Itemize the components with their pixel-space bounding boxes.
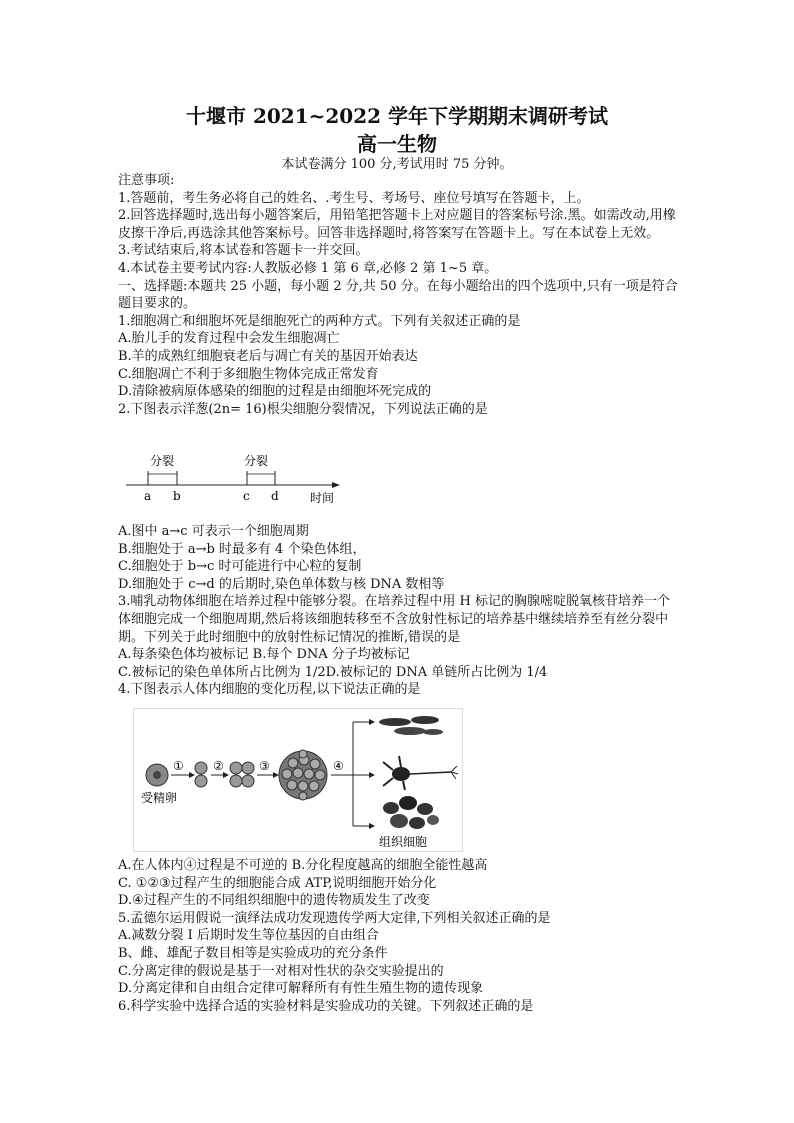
option: D.④过程产生的不同组织细胞中的遗传物质发生了改变: [118, 893, 430, 909]
question-stem: 4.下图表示人体内细胞的变化历程,以下说法正确的是: [118, 682, 421, 698]
step-2-label: ②: [213, 759, 224, 773]
two-cell-icon: [195, 775, 207, 787]
cell-cycle-timeline: [120, 450, 350, 510]
cell-cluster-icon: [279, 750, 327, 800]
step-4-label: ④: [333, 759, 344, 773]
division-label-1: 分裂: [150, 454, 175, 468]
option: B.羊的成熟红细胞衰老后与凋亡有关的基因开始表达: [118, 348, 418, 364]
step-3-label: ③: [259, 759, 270, 773]
option: D.清除被病原体感染的细胞的过程是由细胞坏死完成的: [118, 384, 432, 400]
point-label-b: b: [173, 489, 181, 503]
option: A.减数分裂 I 后期时发生等位基因的自由组合: [118, 928, 379, 944]
point-label-c: c: [243, 489, 250, 503]
four-cell-icon: [230, 775, 242, 787]
notes-heading: 注意事项:: [118, 173, 175, 188]
two-cell-icon: [195, 762, 207, 774]
option: A.图中 a→c 可表示一个细胞周期: [118, 524, 309, 539]
zygote-label: 受精卵: [141, 791, 178, 805]
notes-section: [118, 172, 678, 418]
step-1-label: ①: [173, 759, 184, 773]
tissue-cell-label: 组织细胞: [379, 835, 428, 849]
note-item: 4.本试卷主要考试内容:人教版必修 1 第 6 章,必修 2 第 1~5 章。: [118, 260, 498, 276]
option: C. ①②③过程产生的细胞能合成 ATP,说明细胞开始分化: [118, 875, 437, 891]
zygote-nucleus: [153, 771, 161, 779]
option: D.分离定律和自由组合定律可解释所有有性生殖生物的遗传现象: [118, 981, 484, 997]
option: C.细胞凋亡不利于多细胞生物体完成正常发育: [118, 366, 379, 382]
question-stem: 5.孟德尔运用假说一演绎法成功发现遗传学两大定律,下列相关叙述正确的是: [118, 910, 551, 926]
question-stem: 3.哺乳动物体细胞在培养过程中能够分裂。在培养过程中用 H 标记的胸腺嘧啶脱氧核苷培养一个体细胞完成一个细胞周期,然后将该细胞转移至不含放射性标记的培养基中继续培养至有丝分裂中期。下列关于此时细胞中的放射性标记情况的推断,错误的是: [118, 594, 671, 645]
exam-meta: 本试卷满分 100 分,考试用时 75 分钟。: [281, 157, 513, 172]
question-stem: 1.细胞凋亡和细胞坏死是细胞死亡的两种方式。下列有关叙述正确的是: [118, 313, 521, 329]
note-item: 1.答题前，考生务必将自己的姓名、.考生号、考场号、座位号填写在答题卡，上。: [118, 190, 590, 206]
four-cell-icon: [230, 762, 242, 774]
cell-differentiation-diagram: [133, 708, 463, 852]
option: A.胎儿手的发育过程中会发生细胞凋亡: [118, 331, 340, 347]
note-item: 3.考试结束后,将本试卷和答题卡一并交回。: [118, 243, 369, 259]
axis-label-time: 时间: [310, 491, 335, 505]
four-cell-icon: [242, 762, 254, 774]
question-stem: 2.下图表示洋葱(2n= 16)根尖细胞分裂情况，下列说法正确的是: [118, 401, 488, 417]
point-label-d: d: [271, 489, 279, 503]
exam-title: 十堰市 2021~2022 学年下学期期末调研考试: [185, 104, 608, 128]
option: B、雌、雄配子数目相等是实验成功的充分条件: [118, 945, 388, 961]
option: C.被标记的染色单体所占比例为 1/2D.被标记的 DNA 单链所占比例为 1/4: [118, 664, 548, 680]
q2-q4-section: [118, 523, 678, 699]
division-label-2: 分裂: [244, 454, 269, 468]
q4-q6-section: [118, 857, 678, 1015]
axis-arrow-icon: [332, 482, 340, 488]
four-cell-icon: [242, 775, 254, 787]
question-stem: 6.科学实验中选择合适的实验材料是实验成功的关键。下列叙述正确的是: [118, 998, 534, 1014]
option: B.细胞处于 a→b 时最多有 4 个染色体组，: [118, 541, 366, 557]
exam-subtitle: 高一生物: [357, 132, 437, 156]
option: C.分离定律的假说是基于一对相对性状的杂交实验提出的: [118, 963, 444, 979]
section-heading: 一、选择题:本题共 25 小题，每小题 2 分,共 50 分。在每小题给出的四个选项中,只有一项是符合题目要求的。: [118, 278, 678, 312]
option: D.细胞处于 c→d 的后期时,染色单体数与核 DNA 数相等: [118, 576, 445, 592]
point-label-a: a: [144, 489, 152, 503]
option: C.细胞处于 b→c 时可能进行中心粒的复制: [118, 559, 362, 575]
note-item: 2.回答选择题时,选出每小题答案后，用铅笔把答题卡上对应题目的答案标号涂.黑。如需改动,用橡皮擦干净后,再选涂其他答案标号。回答非选择题时,将答案写在答题卡上。写在本试卷上无效。: [118, 208, 676, 241]
option: A.在人体内④过程是不可逆的 B.分化程度越高的细胞全能性越高: [118, 858, 488, 873]
option: A.每条染色体均被标记 B.每个 DNA 分子均被标记: [118, 647, 410, 663]
